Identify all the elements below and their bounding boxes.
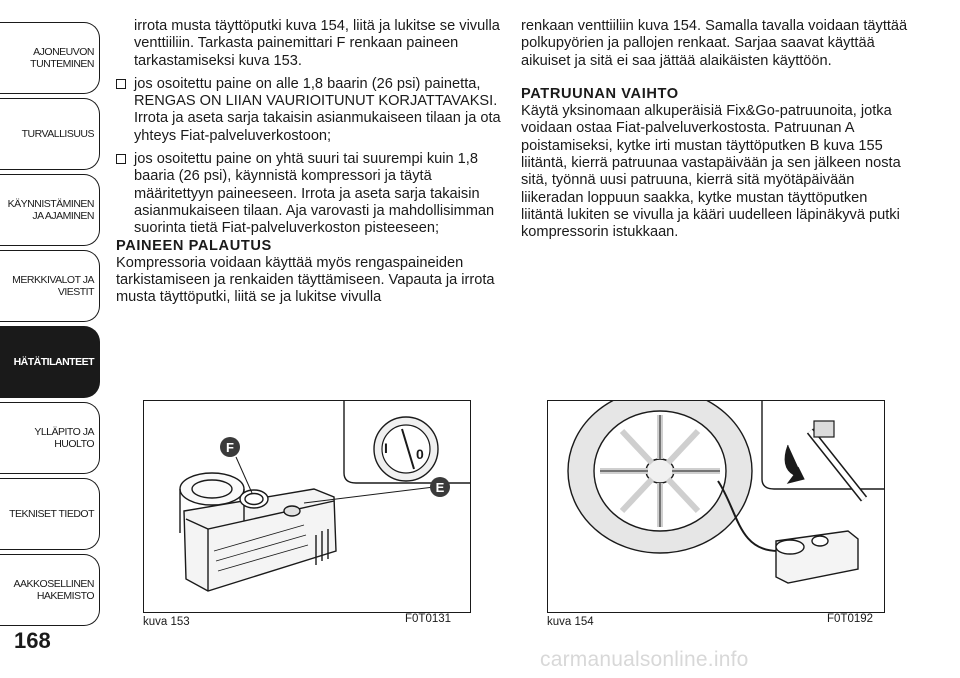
- marker-f-label: F: [226, 440, 234, 455]
- compressor-illustration: [144, 401, 471, 613]
- checkbox-bullet-icon: [116, 154, 126, 164]
- figure-153-compressor: [143, 400, 471, 613]
- left-intro: irrota musta täyttöputki kuva 154, liitä ja lukitse se vivulla venttiiliin. Tarkasta painemittari F renkaan paineen tarkastamiseksi kuva 153.: [134, 18, 500, 69]
- right-column: [521, 18, 913, 242]
- tab-ajoneuvon-tunteminen[interactable]: AJONEUVON TUNTEMINEN: [0, 22, 100, 94]
- bullet-ok-pressure: [116, 151, 502, 237]
- right-intro: renkaan venttiiliin kuva 154. Samalla tavalla voidaan täyttää polkupyörien ja pallojen renkaat. Sarjaa saavat käyttää aikuiset ja sitä ei saa jättää alaikäisten käyttöön.: [521, 18, 908, 69]
- figure-153-caption: kuva 153: [143, 616, 190, 628]
- figure-154-wheel-inflation: [547, 400, 885, 613]
- figure-153-code: F0T0131: [405, 613, 452, 625]
- tab-tekniset-tiedot[interactable]: TEKNISET TIEDOT: [0, 478, 100, 550]
- tab-turvallisuus[interactable]: TURVALLISUUS: [0, 98, 100, 170]
- marker-e-label: E: [435, 480, 445, 495]
- left-column: [116, 18, 502, 307]
- tab-hakemisto[interactable]: AAKKOSELLINEN HAKEMISTO: [0, 554, 100, 626]
- tab-yllapito[interactable]: YLLÄPITO JA HUOLTO: [0, 402, 100, 474]
- tab-hatatilanteet[interactable]: HÄTÄTILANTEET: [0, 326, 100, 398]
- tab-merkkivalot[interactable]: MERKKIVALOT JA VIESTIT: [0, 250, 100, 322]
- dial-zero-label: 0: [416, 446, 424, 462]
- bullet-text: jos osoitettu paine on yhtä suuri tai suurempi kuin 1,8 baaria (26 psi), käynnistä kompressori ja täytä määritettyyn paineeseen. Irrota ja aseta sarja takaisin asianmukaiseen tilaan. Aja varovasti ja mahdollisimman suorinta tietä Fiat-palveluverkoston pisteeseen;: [134, 151, 495, 237]
- dial-one-label: I: [384, 440, 388, 456]
- section-heading-patruunan-vaihto: PATRUUNAN VAIHTO: [521, 85, 679, 102]
- checkbox-bullet-icon: [116, 79, 126, 89]
- figure-154-caption: kuva 154: [547, 616, 594, 628]
- watermark-url: carmanualsonline.info: [540, 648, 749, 671]
- bullet-text: jos osoitettu paine on alle 1,8 baarin (26 psi) painetta, RENGAS ON LIIAN VAURIOITUNUT KORJATTAVAKSI. Irrota ja aseta sarja takaisin asianmukaiseen tilaan ja ota yhteys Fiat-palveluverkostoon;: [134, 75, 501, 144]
- tab-kaynnistaminen[interactable]: KÄYNNISTÄMINEN JA AJAMINEN: [0, 174, 100, 246]
- page-number: 168: [14, 628, 51, 653]
- figure-154-code: F0T0192: [827, 613, 874, 625]
- bullet-low-pressure: [116, 76, 502, 145]
- right-paragraph: Käytä yksinomaan alkuperäisiä Fix&Go-patruunoita, jotka voidaan ostaa Fiat-palveluverkostosta. Patruunan A poistamiseksi, kytke irti mustan täyttöputken B kuva 155 liitäntä, kierrä patruunaa vastapäivään ja sen jälkeen nosta sitä, työnnä uusi patruuna, kierrä sitä myötäpäivään liikeradan loppuun saakka, kytke mustan täyttöputken liitäntä lukiten se vivulla ja kääri uudelleen läpinäkyvä putki kompressorin istukkaan.: [521, 103, 901, 241]
- section-heading-paineen-palautus: PAINEEN PALAUTUS: [116, 237, 272, 254]
- wheel-inflation-illustration: [548, 401, 885, 613]
- left-paragraph: Kompressoria voidaan käyttää myös rengaspaineiden tarkistamiseen ja renkaiden täyttämiseen. Vapauta ja irrota musta täyttöputki, liitä se ja lukitse vivulla: [116, 254, 495, 306]
